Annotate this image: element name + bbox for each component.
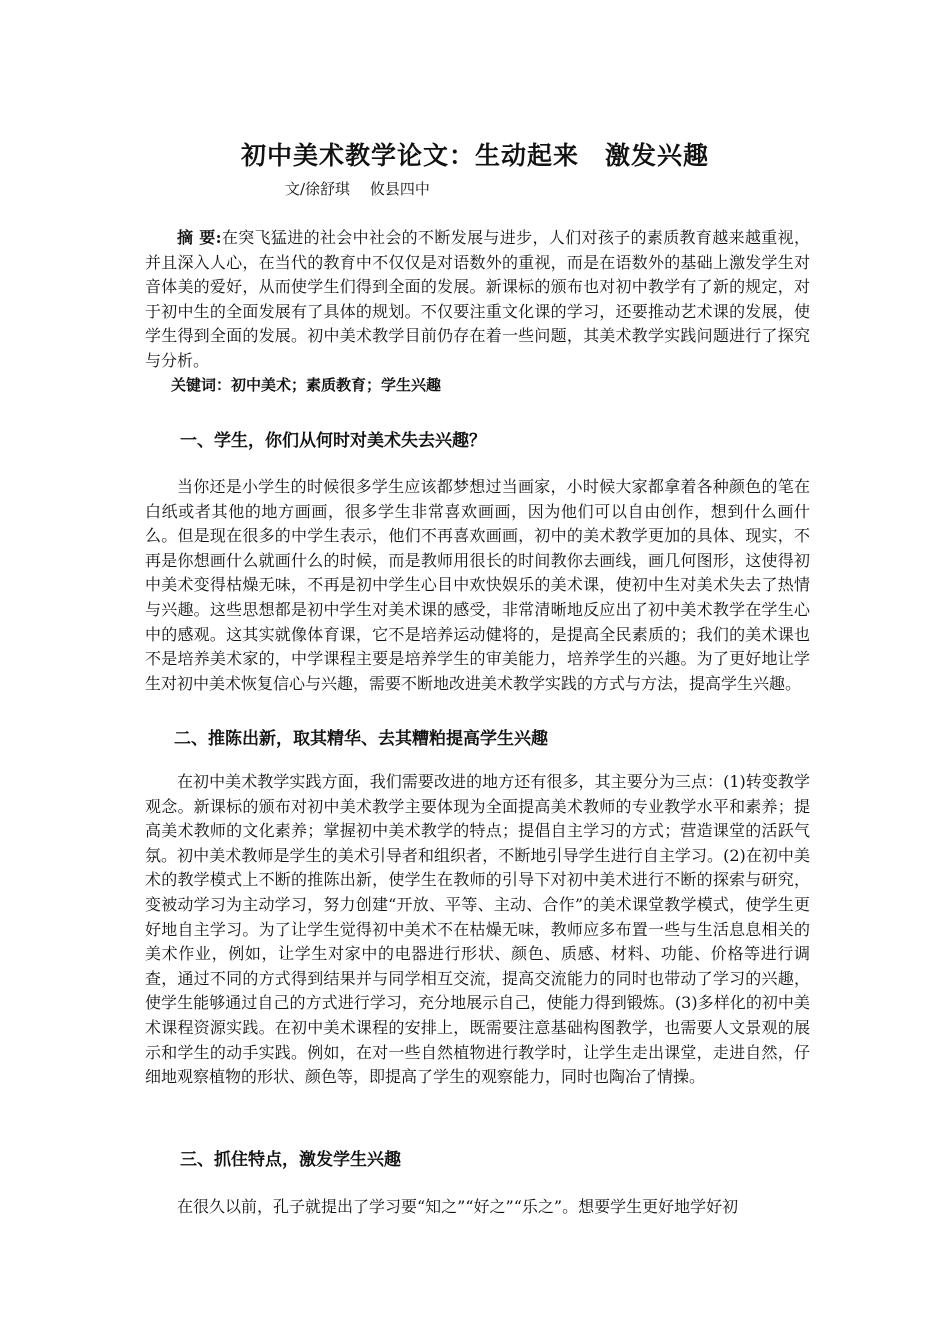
section-1-paragraph: 当你还是小学生的时候很多学生应该都梦想过当画家，小时候大家都拿着各种颜色的笔在白纸或者其他的地方画画，很多学生非常喜欢画画，因为他们可以自由创作，想到什么画什么。但是现在很多的中学生表示，他们不再喜欢画画，初中的美术教学更加的具体、现实，不再是你想画什么就画什么的时候，而是教师用很长的时间教你去画线，画几何图形，这使得初中美术变得枯燥无味，不再是初中学生心目中欢快娱乐的美术课，使初中生对美术失去了热情与兴趣。这些思想都是初中学生对美术课的感受，非常清晰地反应出了初中美术教学在学生心中的感观。这其实就像体育课，它不是培养运动健将的，是提高全民素质的；我们的美术课也不是培养美术家的，中学课程主要是培养学生的审美能力，培养学生的兴趣。为了更好地让学生对初中美术恢复信心与兴趣，需要不断地改进美术教学实践的方式与方法，提高学生兴趣。 bbox=[145, 477, 810, 693]
section-2-heading: 二、推陈出新，取其精华、去其糟粕提高学生兴趣 bbox=[174, 729, 548, 749]
section-3-paragraph: 在很久以前，孔子就提出了学习要“知之”“好之”“乐之”。想要学生更好地学好初 bbox=[177, 1197, 739, 1216]
section-1-heading: 一、学生，你们从何时对美术失去兴趣？ bbox=[180, 431, 486, 451]
abstract-label: 摘 要: bbox=[177, 228, 222, 247]
section-2-paragraph: 在初中美术教学实践方面，我们需要改进的地方还有很多，其主要分为三点：(1)转变教学观念。新课标的颁布对初中美术教学主要体现为全面提高美术教师的专业教学水平和素养；提高美术教师的文化素养；掌握初中美术教学的特点；提倡自主学习的方式；营造课堂的活跃气氛。初中美术教师是学生的美术引导者和组织者，不断地引导学生进行自主学习。(2)在初中美术的教学模式上不断的推陈出新，使学生在教师的引导下对初中美术进行不断的探索与研究，变被动学习为主动学习，努力创建“开放、平等、主动、合作”的美术课堂教学模式，使学生更好地自主学习。为了让学生觉得初中美术不在枯燥无味，教师应多布置一些与生活息息相关的美术作业，例如，让学生对家中的电器进行形状、颜色、质感、材料、功能、价格等进行调查，通过不同的方式得到结果并与同学相互交流，提高交流能力的同时也带动了学习的兴趣，使学生能够通过自己的方式进行学习，充分地展示自己，使能力得到锻炼。(3)多样化的初中美术课程资源实践。在初中美术课程的安排上，既需要注意基础构图教学，也需要人文景观的展示和学生的动手实践。例如，在对一些自然植物进行教学时，让学生走出课堂，走进自然，仔细地观察植物的形状、颜色等，即提高了学生的观察能力，同时也陶冶了情操。 bbox=[145, 772, 810, 1087]
author-line: 文/徐舒琪 攸县四中 bbox=[285, 180, 430, 198]
keywords-line: 关键词：初中美术；素质教育；学生兴趣 bbox=[171, 376, 442, 394]
abstract-paragraph bbox=[145, 226, 810, 374]
paper-title: 初中美术教学论文：生动起来 激发兴趣 bbox=[240, 141, 709, 170]
abstract-text: 在突飞猛进的社会中社会的不断发展与进步，人们对孩子的素质教育越来越重视，并且深入人心，在当代的教育中不仅仅是对语数外的重视，而是在语数外的基础上激发学生对音体美的爱好，从而使学生们得到全面的发展。新课标的颁布也对初中教学有了新的规定，对于初中生的全面发展有了具体的规划。不仅要注重文化课的学习，还要推动艺术课的发展，使学生得到全面的发展。初中美术教学目前仍存在着一些问题，其美术教学实践问题进行了探究与分析。 bbox=[145, 228, 810, 370]
section-3-heading: 三、抓住特点，激发学生兴趣 bbox=[180, 1150, 401, 1170]
